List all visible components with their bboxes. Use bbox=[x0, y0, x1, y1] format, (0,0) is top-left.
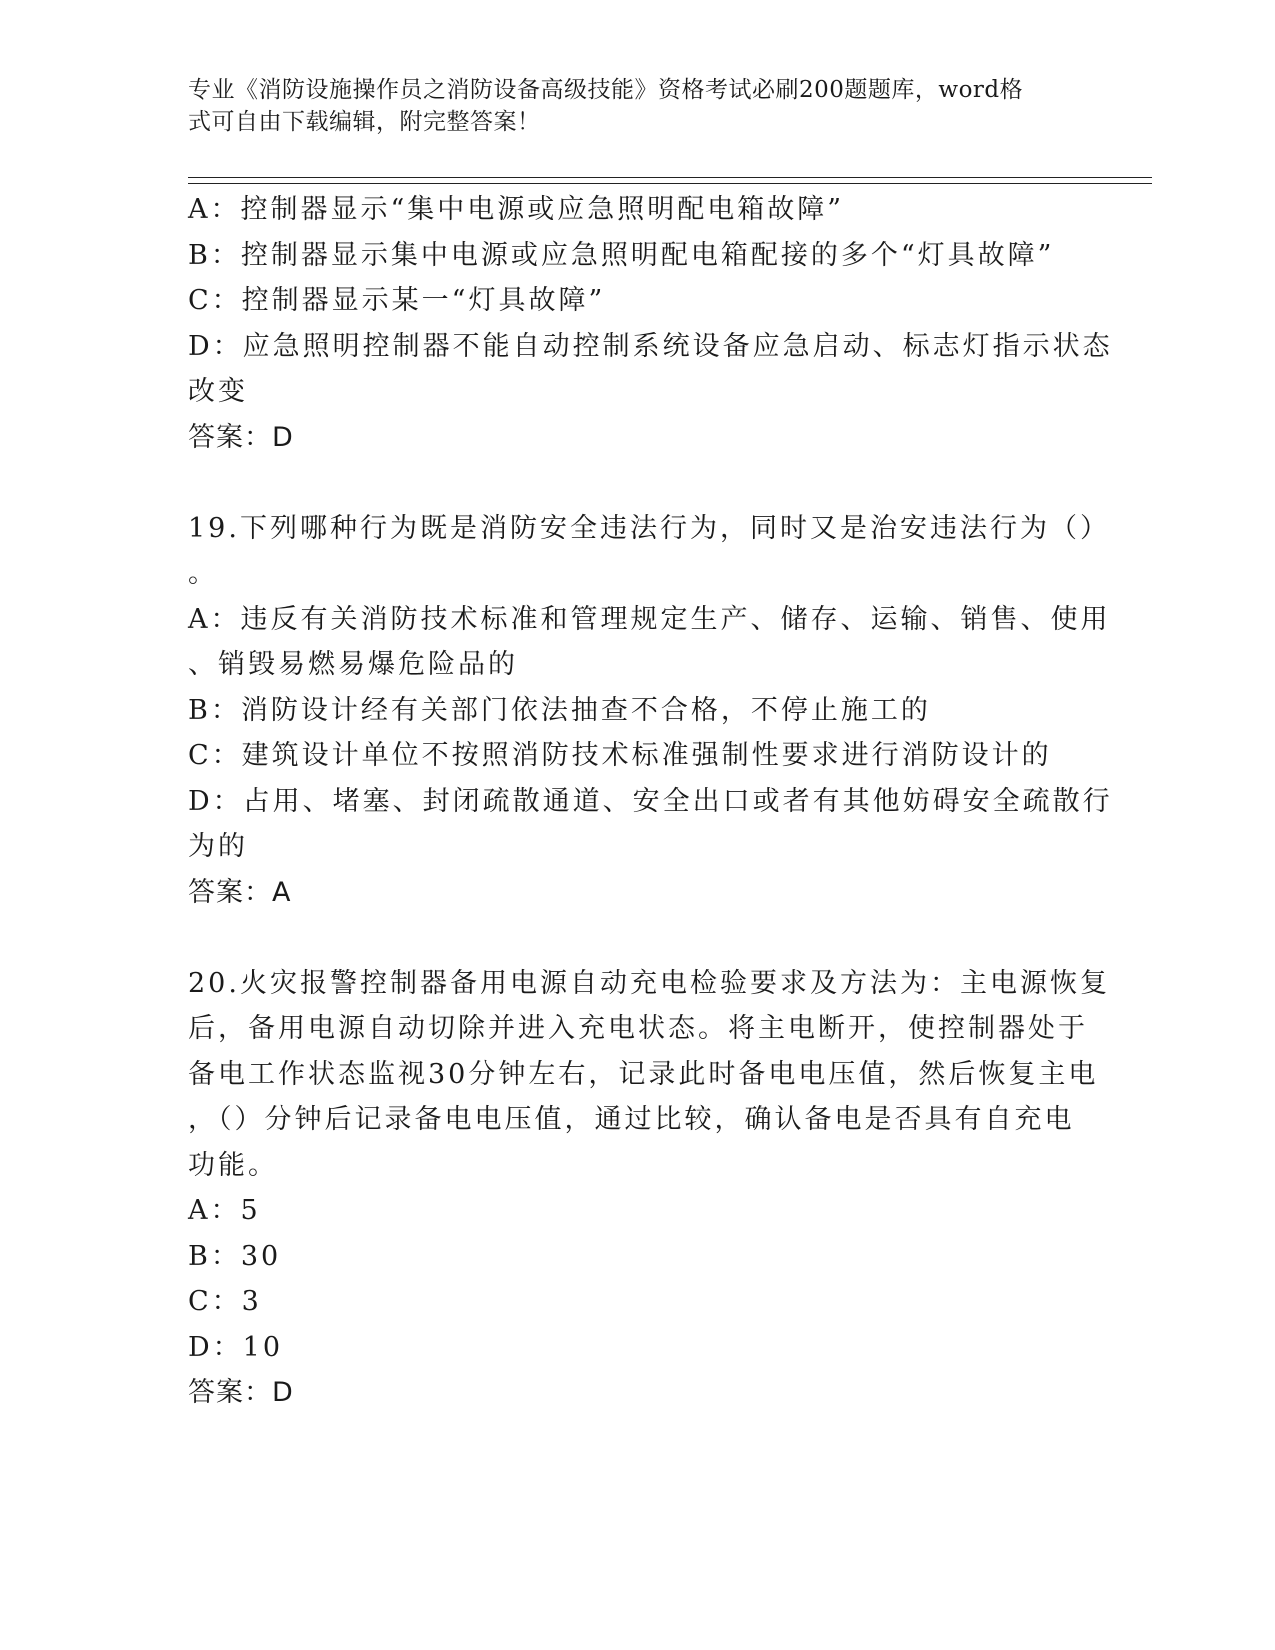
q18-option-a: A：控制器显示“集中电源或应急照明配电箱故障” bbox=[188, 194, 845, 225]
q20-option-a: A：5 bbox=[188, 1195, 261, 1226]
q19-question-line-1: 19.下列哪种行为既是消防安全违法行为，同时又是治安违法行为（） bbox=[188, 512, 1110, 544]
question-18-options bbox=[188, 187, 1113, 460]
header-line-1: 专业《消防设施操作员之消防设备高级技能》资格考试必刷200题题库，word格 bbox=[188, 77, 1024, 103]
q19-option-a-line-2: 、销毁易燃易爆危险品的 bbox=[188, 649, 518, 680]
spacer bbox=[188, 460, 1068, 506]
header-rule-top bbox=[188, 177, 1152, 178]
spacer bbox=[188, 915, 1068, 961]
q18-option-d-line-2: 改变 bbox=[188, 376, 248, 407]
question-content bbox=[188, 187, 1113, 1416]
q20-question-line-3: 备电工作状态监视30分钟左右，记录此时备电电压值，然后恢复主电 bbox=[188, 1058, 1099, 1090]
question-20 bbox=[188, 961, 1110, 1416]
q19-option-a-line-1: A：违反有关消防技术标准和管理规定生产、储存、运输、销售、使用 bbox=[188, 603, 1111, 635]
q20-option-c: C：3 bbox=[188, 1286, 262, 1317]
q19-option-b: B：消防设计经有关部门依法抽查不合格，不停止施工的 bbox=[188, 694, 931, 726]
q20-answer: 答案：D bbox=[188, 1377, 294, 1408]
header-rule-bottom bbox=[188, 183, 1152, 184]
document-header bbox=[188, 74, 1068, 138]
q19-option-d-line-2: 为的 bbox=[188, 831, 248, 862]
q20-question-line-1: 20.火灾报警控制器备用电源自动充电检验要求及方法为：主电源恢复 bbox=[188, 967, 1110, 999]
q18-option-c: C：控制器显示某一“灯具故障” bbox=[188, 285, 606, 316]
q20-question-line-4: ，（）分钟后记录备电电压值，通过比较，确认备电是否具有自充电 bbox=[188, 1104, 1075, 1135]
q19-option-c: C：建筑设计单位不按照消防技术标准强制性要求进行消防设计的 bbox=[188, 740, 1052, 771]
question-19 bbox=[188, 506, 1113, 916]
q20-question-line-2: 后，备用电源自动切除并进入充电状态。将主电断开，使控制器处于 bbox=[188, 1013, 1088, 1044]
q19-option-d-line-1: D：占用、堵塞、封闭疏散通道、安全出口或者有其他妨碍安全疏散行 bbox=[188, 785, 1113, 817]
q18-option-d-line-1: D：应急照明控制器不能自动控制系统设备应急启动、标志灯指示状态 bbox=[188, 330, 1113, 362]
q19-answer: 答案：A bbox=[188, 876, 292, 908]
q20-option-b: B：30 bbox=[188, 1240, 282, 1272]
q18-answer: 答案：D bbox=[188, 421, 294, 453]
q20-option-d: D：10 bbox=[188, 1331, 284, 1363]
q19-question-line-2: 。 bbox=[188, 558, 218, 589]
q18-option-b: B：控制器显示集中电源或应急照明配电箱配接的多个“灯具故障” bbox=[188, 239, 1055, 271]
header-line-2: 式可自由下载编辑，附完整答案！ bbox=[188, 109, 541, 135]
q20-question-line-5: 功能。 bbox=[188, 1149, 278, 1181]
